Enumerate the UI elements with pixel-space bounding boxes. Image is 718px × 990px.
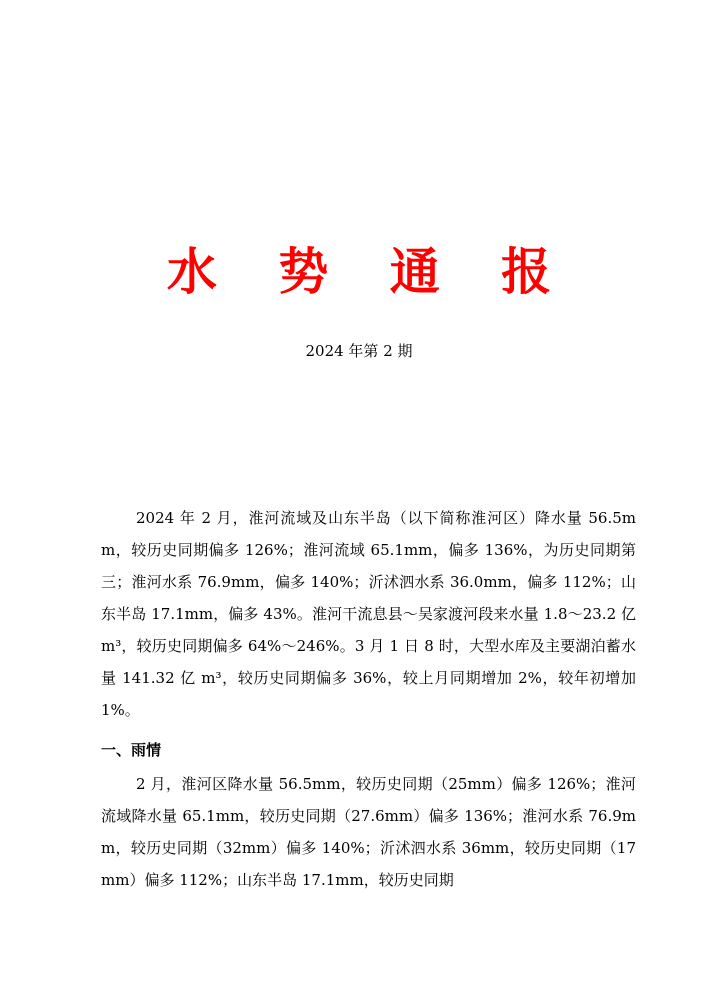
- section-heading-rainfall: 一、雨情: [101, 741, 162, 759]
- rainfall-paragraph: 2 月，淮河区降水量 56.5mm，较历史同期（25mm）偏多 126%；淮河流域降水量 65.1mm，较历史同期（27.6mm）偏多 136%；淮河水系 76.9mm，较历史同期（32mm）偏多 140%；沂沭泗水系 36mm，较历史同期（17mm）偏多 112%；山东半岛 17.1mm，较历史同期: [101, 775, 636, 889]
- document-title: 水 势 通 报: [166, 243, 574, 301]
- issue-number: 2024 年第 2 期: [305, 342, 413, 360]
- summary-paragraph: 2024 年 2 月，淮河流域及山东半岛（以下简称淮河区）降水量 56.5mm，较历史同期偏多 126%；淮河流域 65.1mm，偏多 136%，为历史同期第三；淮河水系 76.9mm，偏多 140%；沂沭泗水系 36.0mm，偏多 112%；山东半岛 17.1mm，偏多 43%。淮河干流息县～吴家渡河段来水量 1.8～23.2 亿 m³，较历史同期偏多 64%～246%。3 月 1 日 8 时，大型水库及主要湖泊蓄水量 141.32 亿 m³，较历史同期偏多 36%，较上月同期增加 2%，较年初增加 1%。: [101, 509, 636, 719]
- document-body: [101, 502, 636, 896]
